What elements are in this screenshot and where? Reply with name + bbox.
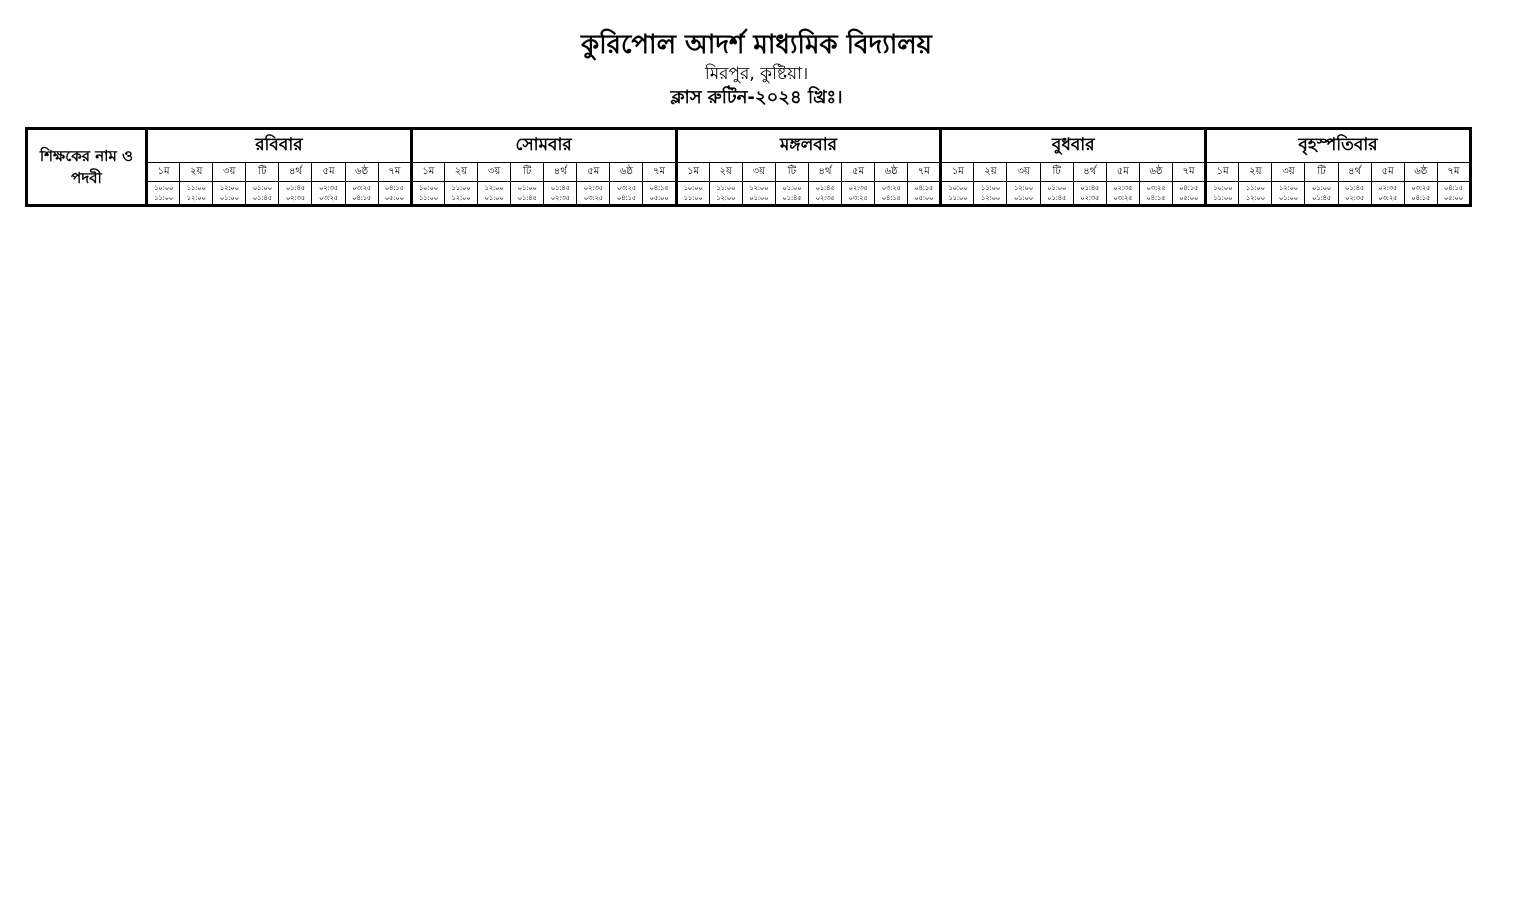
period-time [477, 182, 510, 206]
period-time [1305, 182, 1338, 206]
period-number: ৩য় [742, 163, 775, 182]
period-time [180, 182, 213, 206]
period-number: ৫ম [577, 163, 610, 182]
period-number: ৪র্থ [279, 163, 312, 182]
period-start-time: ০১:৪৫ [285, 184, 305, 192]
period-start-time: ০৩:২৫ [616, 184, 636, 192]
period-time [775, 182, 808, 206]
period-end-time: ১২:০০ [716, 194, 736, 202]
period-end-time: ০৪:১৫ [616, 194, 636, 202]
day-header: মঙ্গলবার [676, 129, 941, 163]
period-end-time: ১১:০০ [948, 194, 968, 202]
period-end-time: ১১:০০ [683, 194, 703, 202]
period-end-time: ০১:০০ [1278, 194, 1298, 202]
period-number: ৩য় [1272, 163, 1305, 182]
period-start-time: ০১:৪৫ [1345, 184, 1365, 192]
period-start-time: ০২:৩৫ [583, 184, 603, 192]
period-time [577, 182, 610, 206]
period-time [444, 182, 477, 206]
school-address: মিরপুর, কুষ্টিয়া। [704, 64, 809, 84]
period-end-time: ১১:০০ [1213, 194, 1233, 202]
period-end-time: ০১:০০ [219, 194, 239, 202]
period-start-time: ১২:০০ [749, 184, 769, 192]
day-header: বৃহস্পতিবার [1206, 129, 1471, 163]
period-end-time: ০১:৪৫ [517, 194, 537, 202]
period-start-time: ০৪:১৫ [1179, 184, 1199, 192]
period-start-time: ০২:৩৫ [318, 184, 339, 192]
period-end-time: ০৫:০০ [1179, 194, 1199, 202]
period-time [742, 182, 775, 206]
period-number: ৭ম [1172, 163, 1205, 182]
period-number: টি [775, 163, 808, 182]
period-end-time: ১২:০০ [980, 194, 1000, 202]
period-time [643, 182, 676, 206]
day-header: রবিবার [147, 129, 412, 163]
period-start-time: ০৪:১৫ [384, 184, 404, 192]
period-end-time: ০২:৩৫ [1345, 194, 1365, 202]
period-start-time: ০৩:২৫ [1146, 184, 1166, 192]
period-time [213, 182, 246, 206]
period-number: ৪র্থ [1073, 163, 1106, 182]
period-end-time: ১২:০০ [451, 194, 471, 202]
period-end-time: ১২:০০ [1245, 194, 1265, 202]
period-number: ৪র্থ [1338, 163, 1371, 182]
period-number: ৭ম [378, 163, 411, 182]
period-number: ১ম [676, 163, 709, 182]
title-block [0, 28, 1513, 110]
period-start-time: ০২:৩৫ [1113, 184, 1133, 192]
period-start-time: ০৩:২৫ [881, 184, 901, 192]
period-end-time: ১১:০০ [418, 194, 438, 202]
period-number: ৩য় [477, 163, 510, 182]
period-end-time: ১১:০০ [154, 194, 174, 202]
period-number: ৬ষ্ঠ [610, 163, 643, 182]
period-end-time: ০৫:০০ [384, 194, 404, 202]
period-number: ৪র্থ [544, 163, 577, 182]
period-end-time: ০১:৪৫ [782, 194, 802, 202]
period-start-time: ০১:৪৫ [1080, 184, 1100, 192]
period-number: ৭ম [643, 163, 676, 182]
period-start-time: ১১:০০ [716, 184, 736, 192]
period-start-time: ০২:৩৫ [1378, 184, 1398, 192]
period-time [610, 182, 643, 206]
period-time [1404, 182, 1437, 206]
period-start-time: ১০:০০ [683, 184, 703, 192]
period-number: ৩য় [213, 163, 246, 182]
period-number: ৫ম [1371, 163, 1404, 182]
period-number: ৬ষ্ঠ [1139, 163, 1172, 182]
period-end-time: ০৫:০০ [649, 194, 669, 202]
period-number: ৬ষ্ঠ [1404, 163, 1437, 182]
period-number: টি [1040, 163, 1073, 182]
period-number: টি [511, 163, 544, 182]
period-number: ৪র্থ [808, 163, 841, 182]
period-start-time: ১১:০০ [451, 184, 471, 192]
period-end-time: ০৩:২৫ [583, 194, 603, 202]
period-number: ২য় [444, 163, 477, 182]
period-time [147, 182, 180, 206]
period-time [1437, 182, 1470, 206]
period-number: ২য় [709, 163, 742, 182]
period-start-time: ১২:০০ [219, 184, 239, 192]
period-end-time: ০১:৪৫ [252, 194, 272, 202]
period-end-time: ০৫:০০ [914, 194, 934, 202]
period-number: ৬ষ্ঠ [345, 163, 378, 182]
period-end-time: ০১:০০ [484, 194, 504, 202]
period-time [1206, 182, 1239, 206]
period-time [511, 182, 544, 206]
period-time [1040, 182, 1073, 206]
period-start-time: ০২:৩৫ [848, 184, 868, 192]
school-name: কুরিপোল আদর্শ মাধ্যমিক বিদ্যালয় [581, 30, 932, 60]
period-end-time: ০১:০০ [749, 194, 769, 202]
period-time [1338, 182, 1371, 206]
period-start-time: ১০:০০ [1213, 184, 1233, 192]
period-start-time: ১০:০০ [948, 184, 968, 192]
period-start-time: ১২:০০ [484, 184, 504, 192]
period-start-time: ০১:০০ [782, 184, 802, 192]
period-end-time: ০৪:১৫ [352, 194, 372, 202]
period-number: ৬ষ্ঠ [875, 163, 908, 182]
period-time [544, 182, 577, 206]
period-number: ২য় [180, 163, 213, 182]
period-time [709, 182, 742, 206]
period-time [378, 182, 411, 206]
period-number: ১ম [147, 163, 180, 182]
period-number: ৫ম [1106, 163, 1139, 182]
period-number: টি [1305, 163, 1338, 182]
period-end-time: ০২:৩৫ [550, 194, 570, 202]
period-number: ৭ম [1437, 163, 1470, 182]
period-number: ১ম [941, 163, 974, 182]
period-start-time: ১০:০০ [154, 184, 174, 192]
period-end-time: ০৩:২৫ [318, 194, 339, 202]
period-end-time: ০২:৩৫ [815, 194, 835, 202]
period-time [808, 182, 841, 206]
teacher-header: শিক্ষকের নাম ও পদবী [27, 129, 147, 206]
period-start-time: ১১:০০ [980, 184, 1000, 192]
period-time [1073, 182, 1106, 206]
period-start-time: ১০:০০ [418, 184, 438, 192]
period-end-time: ০৪:১৫ [1411, 194, 1431, 202]
period-time [279, 182, 312, 206]
period-number: ১ম [1206, 163, 1239, 182]
period-time [875, 182, 908, 206]
period-end-time: ০১:৪৫ [1311, 194, 1331, 202]
period-end-time: ০২:৩৫ [285, 194, 305, 202]
period-time [974, 182, 1007, 206]
period-end-time: ১২:০০ [186, 194, 206, 202]
period-end-time: ০৪:১৫ [1146, 194, 1166, 202]
period-end-time: ০১:০০ [1014, 194, 1034, 202]
period-time [1239, 182, 1272, 206]
period-time [1139, 182, 1172, 206]
period-end-time: ০৫:০০ [1443, 194, 1463, 202]
period-time [1371, 182, 1404, 206]
period-start-time: ০১:৪৫ [550, 184, 570, 192]
period-end-time: ০৪:১৫ [881, 194, 901, 202]
day-header: বুধবার [941, 129, 1206, 163]
period-start-time: ০১:০০ [1311, 184, 1332, 192]
day-header: সোমবার [411, 129, 676, 163]
period-start-time: ০৩:২৫ [352, 184, 372, 192]
period-time [345, 182, 378, 206]
period-time [1007, 182, 1040, 206]
period-start-time: ০৪:১৫ [914, 184, 934, 192]
period-number: ৭ম [908, 163, 941, 182]
period-start-time: ০৩:২৫ [1411, 184, 1431, 192]
period-time [941, 182, 974, 206]
period-end-time: ০১:৪৫ [1047, 194, 1067, 202]
period-start-time: ১২:০০ [1278, 184, 1298, 192]
period-end-time: ০৩:২৫ [848, 194, 868, 202]
period-number: ২য় [974, 163, 1007, 182]
period-number: ২য় [1239, 163, 1272, 182]
period-time [676, 182, 709, 206]
routine-title: ক্লাস রুটিন-২০২৪ খ্রিঃ। [670, 87, 843, 108]
period-start-time: ০১:০০ [252, 184, 272, 192]
period-time [1106, 182, 1139, 206]
period-start-time: ১২:০০ [1014, 184, 1034, 192]
period-time [1272, 182, 1305, 206]
period-number: টি [246, 163, 279, 182]
period-time [1172, 182, 1205, 206]
period-time [411, 182, 444, 206]
period-start-time: ১১:০০ [1245, 184, 1265, 192]
period-start-time: ০১:০০ [1047, 184, 1067, 192]
period-end-time: ০৩:২৫ [1378, 194, 1398, 202]
period-start-time: ০১:৪৫ [815, 184, 835, 192]
period-end-time: ০২:৩৫ [1080, 194, 1100, 202]
period-time [842, 182, 875, 206]
period-start-time: ০১:০০ [517, 184, 537, 192]
period-time [246, 182, 279, 206]
period-end-time: ০৩:২৫ [1113, 194, 1133, 202]
period-start-time: ১১:০০ [186, 184, 206, 192]
period-start-time: ০৪:১৫ [649, 184, 669, 192]
period-number: ১ম [411, 163, 444, 182]
period-start-time: ০৪:১৫ [1443, 184, 1463, 192]
period-number: ৩য় [1007, 163, 1040, 182]
period-time [908, 182, 941, 206]
period-number: ৫ম [842, 163, 875, 182]
period-number: ৫ম [312, 163, 345, 182]
period-time [312, 182, 345, 206]
class-routine-table [25, 127, 1472, 207]
